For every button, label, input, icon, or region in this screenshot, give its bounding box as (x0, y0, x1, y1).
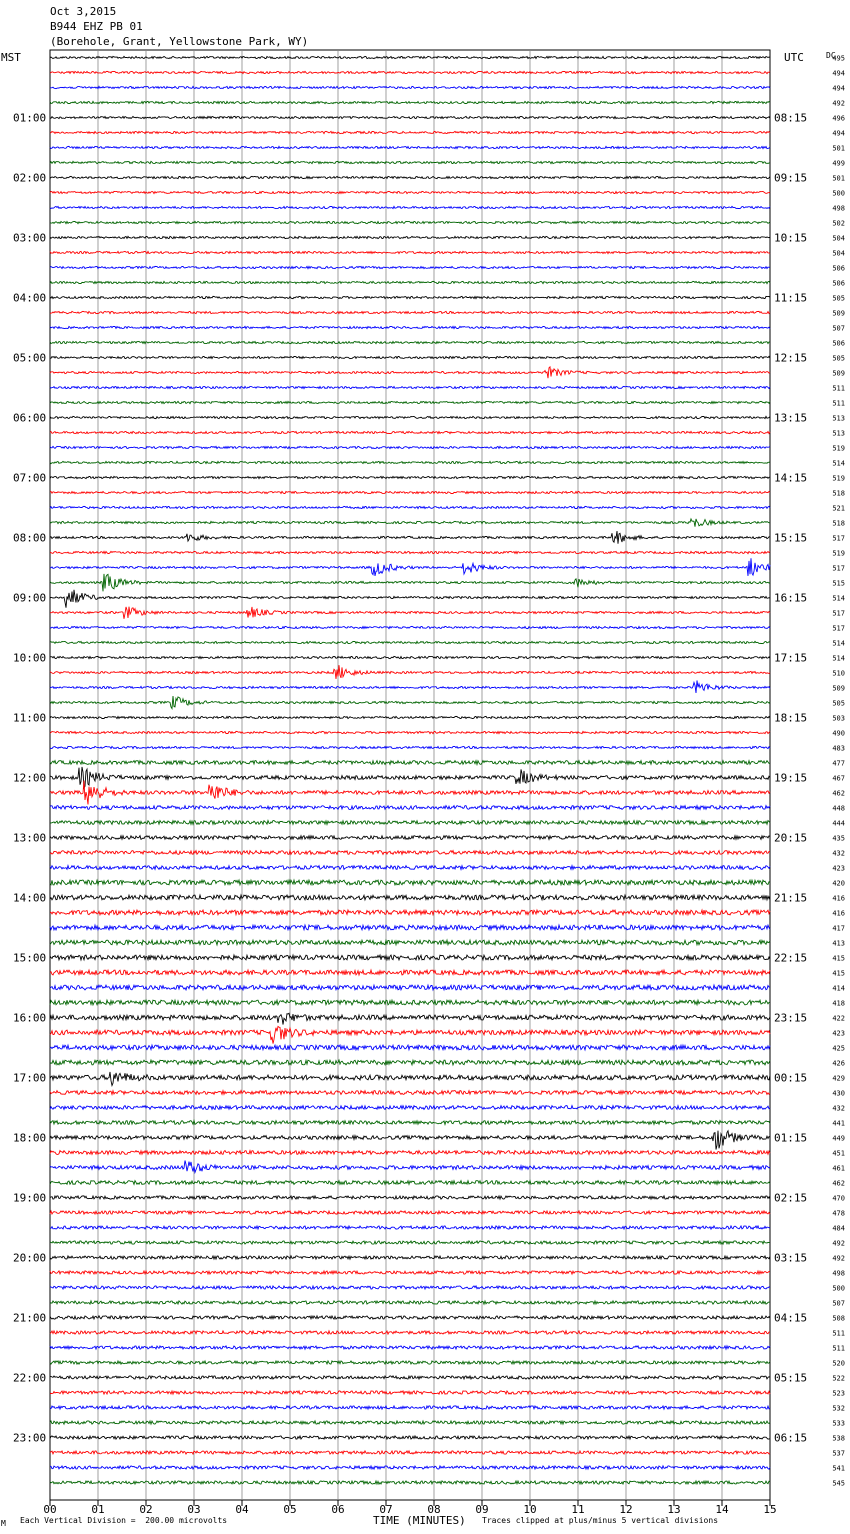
seismic-trace (50, 386, 770, 388)
x-tick-label: 00 (43, 1503, 57, 1516)
dc-offset-label: 508 (832, 1314, 845, 1323)
dc-offset-label: 483 (832, 744, 845, 753)
seismic-trace (50, 191, 770, 193)
hour-label-mst: 16:00 (13, 1011, 47, 1025)
dc-offset-label: 505 (832, 354, 845, 363)
dc-offset-label: 518 (832, 519, 845, 528)
dc-offset-label: 462 (832, 1179, 845, 1188)
hour-label-utc: 10:15 (774, 231, 808, 245)
seismic-trace (50, 880, 770, 885)
dc-offset-header: DC (826, 51, 836, 60)
hour-label-mst: 18:00 (13, 1131, 47, 1145)
dc-offset-label: 470 (832, 1194, 845, 1203)
seismic-trace (50, 161, 770, 163)
x-axis-title: TIME (MINUTES) (373, 1514, 466, 1527)
dc-offset-label: 509 (832, 309, 845, 318)
dc-offset-label: 511 (832, 1329, 845, 1338)
dc-offset-label: 430 (832, 1089, 845, 1098)
dc-offset-label: 490 (832, 729, 845, 738)
seismic-trace (50, 1391, 770, 1394)
seismic-trace (50, 746, 770, 748)
seismic-trace (50, 1151, 770, 1155)
seismic-trace (50, 341, 770, 343)
seismic-trace (50, 431, 770, 433)
hour-label-utc: 14:15 (774, 471, 808, 485)
x-tick-label: 09 (475, 1503, 489, 1516)
hour-label-utc: 15:15 (774, 531, 808, 545)
dc-offset-label: 432 (832, 1104, 845, 1113)
dc-offset-label: 413 (832, 939, 845, 948)
hour-label-utc: 01:15 (774, 1131, 808, 1145)
dc-offset-label: 514 (832, 459, 845, 468)
hour-label-mst: 11:00 (13, 711, 47, 725)
dc-offset-label: 517 (832, 534, 845, 543)
dc-offset-label: 416 (832, 894, 845, 903)
hour-label-mst: 02:00 (13, 171, 47, 185)
dc-offset-label: 514 (832, 594, 845, 603)
seismic-trace (50, 1466, 770, 1469)
seismic-trace (50, 131, 770, 133)
seismic-trace (50, 461, 770, 463)
dc-offset-label: 435 (832, 834, 845, 843)
dc-offset-label: 414 (832, 984, 845, 993)
hour-label-utc: 05:15 (774, 1371, 808, 1385)
dc-offset-label: 511 (832, 384, 845, 393)
seismic-trace (50, 1196, 770, 1199)
dc-offset-label: 541 (832, 1464, 845, 1473)
dc-offset-label: 510 (832, 669, 845, 678)
seismic-trace (50, 767, 770, 788)
seismic-trace (50, 281, 770, 283)
dc-offset-label: 505 (832, 699, 845, 708)
dc-offset-label: 492 (832, 1254, 845, 1263)
seismic-trace (50, 86, 770, 88)
hour-label-mst: 15:00 (13, 951, 47, 965)
dc-offset-label: 518 (832, 489, 845, 498)
x-tick-label: 14 (715, 1503, 729, 1516)
hour-label-mst: 07:00 (13, 471, 47, 485)
hour-label-utc: 21:15 (774, 891, 808, 905)
dc-offset-label: 429 (832, 1074, 845, 1083)
dc-offset-label: 517 (832, 564, 845, 573)
dc-offset-label: 507 (832, 324, 845, 333)
dc-offset-label: 519 (832, 444, 845, 453)
seismic-trace (50, 806, 770, 810)
seismic-trace (50, 1181, 770, 1185)
dc-offset-label: 417 (832, 924, 845, 933)
seismic-trace (50, 1131, 770, 1150)
seismic-trace (50, 1301, 770, 1304)
seismic-trace (50, 1241, 770, 1244)
station-location: (Borehole, Grant, Yellowstone Park, WY) (50, 35, 309, 48)
dc-offset-label: 515 (832, 579, 845, 588)
x-tick-label: 11 (571, 1503, 585, 1516)
hour-label-utc: 12:15 (774, 351, 808, 365)
dc-offset-label: 519 (832, 549, 845, 558)
x-tick-label: 02 (139, 1503, 153, 1516)
seismic-trace (50, 1271, 770, 1274)
hour-label-mst: 06:00 (13, 411, 47, 425)
dc-offset-label: 432 (832, 849, 845, 858)
dc-offset-label: 415 (832, 954, 845, 963)
seismic-trace (50, 1000, 770, 1005)
dc-offset-label: 520 (832, 1359, 845, 1368)
seismic-trace (50, 910, 770, 915)
seismic-trace (50, 367, 770, 378)
dc-offset-label: 499 (832, 159, 845, 168)
x-tick-label: 05 (283, 1503, 297, 1516)
station-id: B944 EHZ PB 01 (50, 20, 143, 33)
dc-offset-label: 506 (832, 264, 845, 273)
hour-label-mst: 23:00 (13, 1431, 47, 1445)
dc-offset-label: 503 (832, 714, 845, 723)
hour-label-mst: 03:00 (13, 231, 47, 245)
seismic-trace (50, 1106, 770, 1110)
hour-label-utc: 19:15 (774, 771, 808, 785)
x-tick-label: 13 (667, 1503, 681, 1516)
dc-offset-label: 504 (832, 234, 845, 243)
seismic-trace (50, 970, 770, 975)
dc-offset-label: 478 (832, 1209, 845, 1218)
x-tick-label: 06 (331, 1503, 345, 1516)
dc-offset-label: 451 (832, 1149, 845, 1158)
seismic-trace (50, 681, 770, 694)
dc-offset-label: 444 (832, 819, 845, 828)
dc-offset-label: 514 (832, 654, 845, 663)
seismic-trace (50, 1256, 770, 1259)
seismic-trace (50, 491, 770, 493)
seismic-trace (50, 519, 770, 527)
seismic-trace (50, 1045, 770, 1050)
right-timezone-label: UTC (784, 51, 804, 64)
dc-offset-label: 511 (832, 1344, 845, 1353)
seismic-trace (50, 446, 770, 448)
dc-offset-label: 506 (832, 279, 845, 288)
seismic-trace (50, 607, 770, 619)
seismic-trace (50, 696, 770, 709)
dc-offset-label: 517 (832, 624, 845, 633)
seismic-trace (50, 1451, 770, 1454)
dc-offset-label: 449 (832, 1134, 845, 1143)
seismic-trace (50, 551, 770, 553)
x-tick-label: 01 (91, 1503, 105, 1516)
seismic-trace (50, 731, 770, 733)
dc-offset-label: 519 (832, 474, 845, 483)
left-timezone-label: MST (1, 51, 21, 64)
seismic-trace (50, 1013, 770, 1024)
x-tick-label: 08 (427, 1503, 441, 1516)
dc-offset-label: 484 (832, 1224, 845, 1233)
dc-offset-label: 523 (832, 1389, 845, 1398)
dc-offset-label: 514 (832, 639, 845, 648)
dc-offset-label: 415 (832, 969, 845, 978)
dc-offset-label: 423 (832, 864, 845, 873)
hour-label-utc: 02:15 (774, 1191, 808, 1205)
hour-label-mst: 17:00 (13, 1071, 47, 1085)
seismic-trace (50, 821, 770, 825)
dc-offset-label: 498 (832, 204, 845, 213)
hour-label-mst: 21:00 (13, 1311, 47, 1325)
corner-mark: M (1, 1519, 6, 1528)
seismic-trace (50, 1211, 770, 1214)
seismic-trace (50, 401, 770, 403)
seismic-trace (50, 356, 770, 358)
hour-label-mst: 04:00 (13, 291, 47, 305)
hour-label-utc: 22:15 (774, 951, 808, 965)
seismic-trace (50, 1060, 770, 1065)
dc-offset-label: 423 (832, 1029, 845, 1038)
dc-offset-label: 416 (832, 909, 845, 918)
dc-offset-label: 500 (832, 189, 845, 198)
hour-label-mst: 13:00 (13, 831, 47, 845)
dc-offset-label: 448 (832, 804, 845, 813)
dc-offset-label: 509 (832, 369, 845, 378)
seismic-trace (50, 1436, 770, 1439)
seismic-trace (50, 326, 770, 328)
dc-offset-label: 462 (832, 789, 845, 798)
hour-label-utc: 13:15 (774, 411, 808, 425)
seismic-trace (50, 716, 770, 718)
seismic-trace (50, 761, 770, 765)
dc-offset-label: 521 (832, 504, 845, 513)
hour-label-mst: 01:00 (13, 111, 47, 125)
seismic-trace (50, 1226, 770, 1229)
seismic-trace (50, 1161, 770, 1173)
seismic-trace (50, 1072, 770, 1086)
dc-offset-label: 501 (832, 144, 845, 153)
x-tick-label: 04 (235, 1503, 249, 1516)
hour-label-utc: 09:15 (774, 171, 808, 185)
hour-label-mst: 10:00 (13, 651, 47, 665)
seismic-trace (50, 416, 770, 418)
dc-offset-label: 422 (832, 1014, 845, 1023)
seismic-trace (50, 665, 770, 679)
dc-offset-label: 504 (832, 249, 845, 258)
seismic-trace (50, 531, 770, 544)
dc-offset-label: 441 (832, 1119, 845, 1128)
seismic-trace (50, 866, 770, 870)
dc-offset-label: 492 (832, 1239, 845, 1248)
hour-label-utc: 06:15 (774, 1431, 808, 1445)
hour-label-utc: 04:15 (774, 1311, 808, 1325)
seismic-trace (50, 590, 770, 608)
seismic-trace (50, 985, 770, 990)
dc-offset-label: 495 (832, 54, 845, 63)
dc-offset-label: 506 (832, 339, 845, 348)
seismic-trace (50, 1421, 770, 1424)
dc-offset-label: 418 (832, 999, 845, 1008)
dc-offset-label: 513 (832, 414, 845, 423)
hour-label-utc: 20:15 (774, 831, 808, 845)
hour-label-mst: 20:00 (13, 1251, 47, 1265)
plot-date: Oct 3,2015 (50, 5, 117, 18)
hour-label-utc: 03:15 (774, 1251, 808, 1265)
seismic-trace (50, 236, 770, 238)
seismic-trace (50, 1406, 770, 1409)
dc-offset-label: 477 (832, 759, 845, 768)
seismic-trace (50, 1316, 770, 1319)
hour-label-mst: 22:00 (13, 1371, 47, 1385)
seismic-trace (50, 895, 770, 900)
x-tick-label: 15 (763, 1503, 777, 1516)
x-tick-label: 07 (379, 1503, 393, 1516)
dc-offset-label: 522 (832, 1374, 845, 1383)
dc-offset-label: 498 (832, 1269, 845, 1278)
seismic-trace (50, 296, 770, 298)
seismic-trace (50, 925, 770, 930)
dc-offset-label: 494 (832, 69, 845, 78)
seismic-trace (50, 641, 770, 643)
dc-offset-label: 494 (832, 84, 845, 93)
seismic-trace (50, 836, 770, 840)
seismic-trace (50, 1331, 770, 1334)
clip-note: Traces clipped at plus/minus 5 vertical divisions (482, 1516, 719, 1525)
seismic-trace (50, 311, 770, 313)
dc-offset-label: 509 (832, 684, 845, 693)
dc-offset-label: 461 (832, 1164, 845, 1173)
seismic-trace (50, 101, 770, 103)
x-tick-label: 03 (187, 1503, 201, 1516)
seismic-trace (50, 1286, 770, 1289)
seismic-trace (50, 221, 770, 223)
seismic-trace (50, 940, 770, 945)
dc-offset-label: 494 (832, 129, 845, 138)
hour-label-mst: 12:00 (13, 771, 47, 785)
dc-offset-label: 513 (832, 429, 845, 438)
hour-label-mst: 14:00 (13, 891, 47, 905)
seismic-trace (50, 656, 770, 658)
hour-label-utc: 23:15 (774, 1011, 808, 1025)
hour-label-mst: 19:00 (13, 1191, 47, 1205)
dc-offset-label: 505 (832, 294, 845, 303)
dc-offset-label: 507 (832, 1299, 845, 1308)
x-tick-label: 10 (523, 1503, 537, 1516)
dc-offset-label: 426 (832, 1059, 845, 1068)
hour-label-mst: 05:00 (13, 351, 47, 365)
seismic-trace (50, 56, 770, 58)
seismic-trace (50, 1346, 770, 1349)
x-tick-label: 12 (619, 1503, 633, 1516)
seismic-trace (50, 71, 770, 73)
seismic-trace (50, 506, 770, 508)
seismic-trace (50, 851, 770, 855)
seismic-trace (50, 176, 770, 178)
seismic-trace (50, 1481, 770, 1484)
dc-offset-label: 500 (832, 1284, 845, 1293)
seismic-trace (50, 955, 770, 960)
dc-offset-label: 537 (832, 1449, 845, 1458)
dc-offset-label: 532 (832, 1404, 845, 1413)
hour-label-mst: 09:00 (13, 591, 47, 605)
seismic-trace (50, 1361, 770, 1364)
dc-offset-label: 425 (832, 1044, 845, 1053)
seismic-trace (50, 206, 770, 208)
dc-offset-label: 496 (832, 114, 845, 123)
dc-offset-label: 517 (832, 609, 845, 618)
hour-label-utc: 00:15 (774, 1071, 808, 1085)
dc-offset-label: 420 (832, 879, 845, 888)
hour-label-mst: 08:00 (13, 531, 47, 545)
hour-label-utc: 08:15 (774, 111, 808, 125)
dc-offset-label: 501 (832, 174, 845, 183)
seismic-trace (50, 626, 770, 628)
seismic-trace (50, 251, 770, 253)
seismic-trace (50, 1121, 770, 1125)
dc-offset-label: 492 (832, 99, 845, 108)
scale-note: Each Vertical Division = 200.00 microvolts (20, 1516, 228, 1525)
seismic-trace (50, 476, 770, 478)
dc-offset-label: 538 (832, 1434, 845, 1443)
dc-offset-label: 502 (832, 219, 845, 228)
seismic-trace (50, 1026, 770, 1043)
dc-offset-label: 545 (832, 1479, 845, 1488)
hour-label-utc: 11:15 (774, 291, 808, 305)
seismic-trace (50, 1376, 770, 1379)
seismic-trace (50, 116, 770, 118)
seismic-trace (50, 1091, 770, 1095)
seismic-trace (50, 146, 770, 148)
seismic-trace (50, 574, 770, 591)
hour-label-utc: 17:15 (774, 651, 808, 665)
dc-offset-label: 511 (832, 399, 845, 408)
dc-offset-label: 467 (832, 774, 845, 783)
hour-label-utc: 16:15 (774, 591, 808, 605)
dc-offset-label: 533 (832, 1419, 845, 1428)
seismic-trace (50, 266, 770, 268)
hour-label-utc: 18:15 (774, 711, 808, 725)
seismic-trace (50, 781, 770, 805)
seismic-trace (50, 558, 770, 576)
